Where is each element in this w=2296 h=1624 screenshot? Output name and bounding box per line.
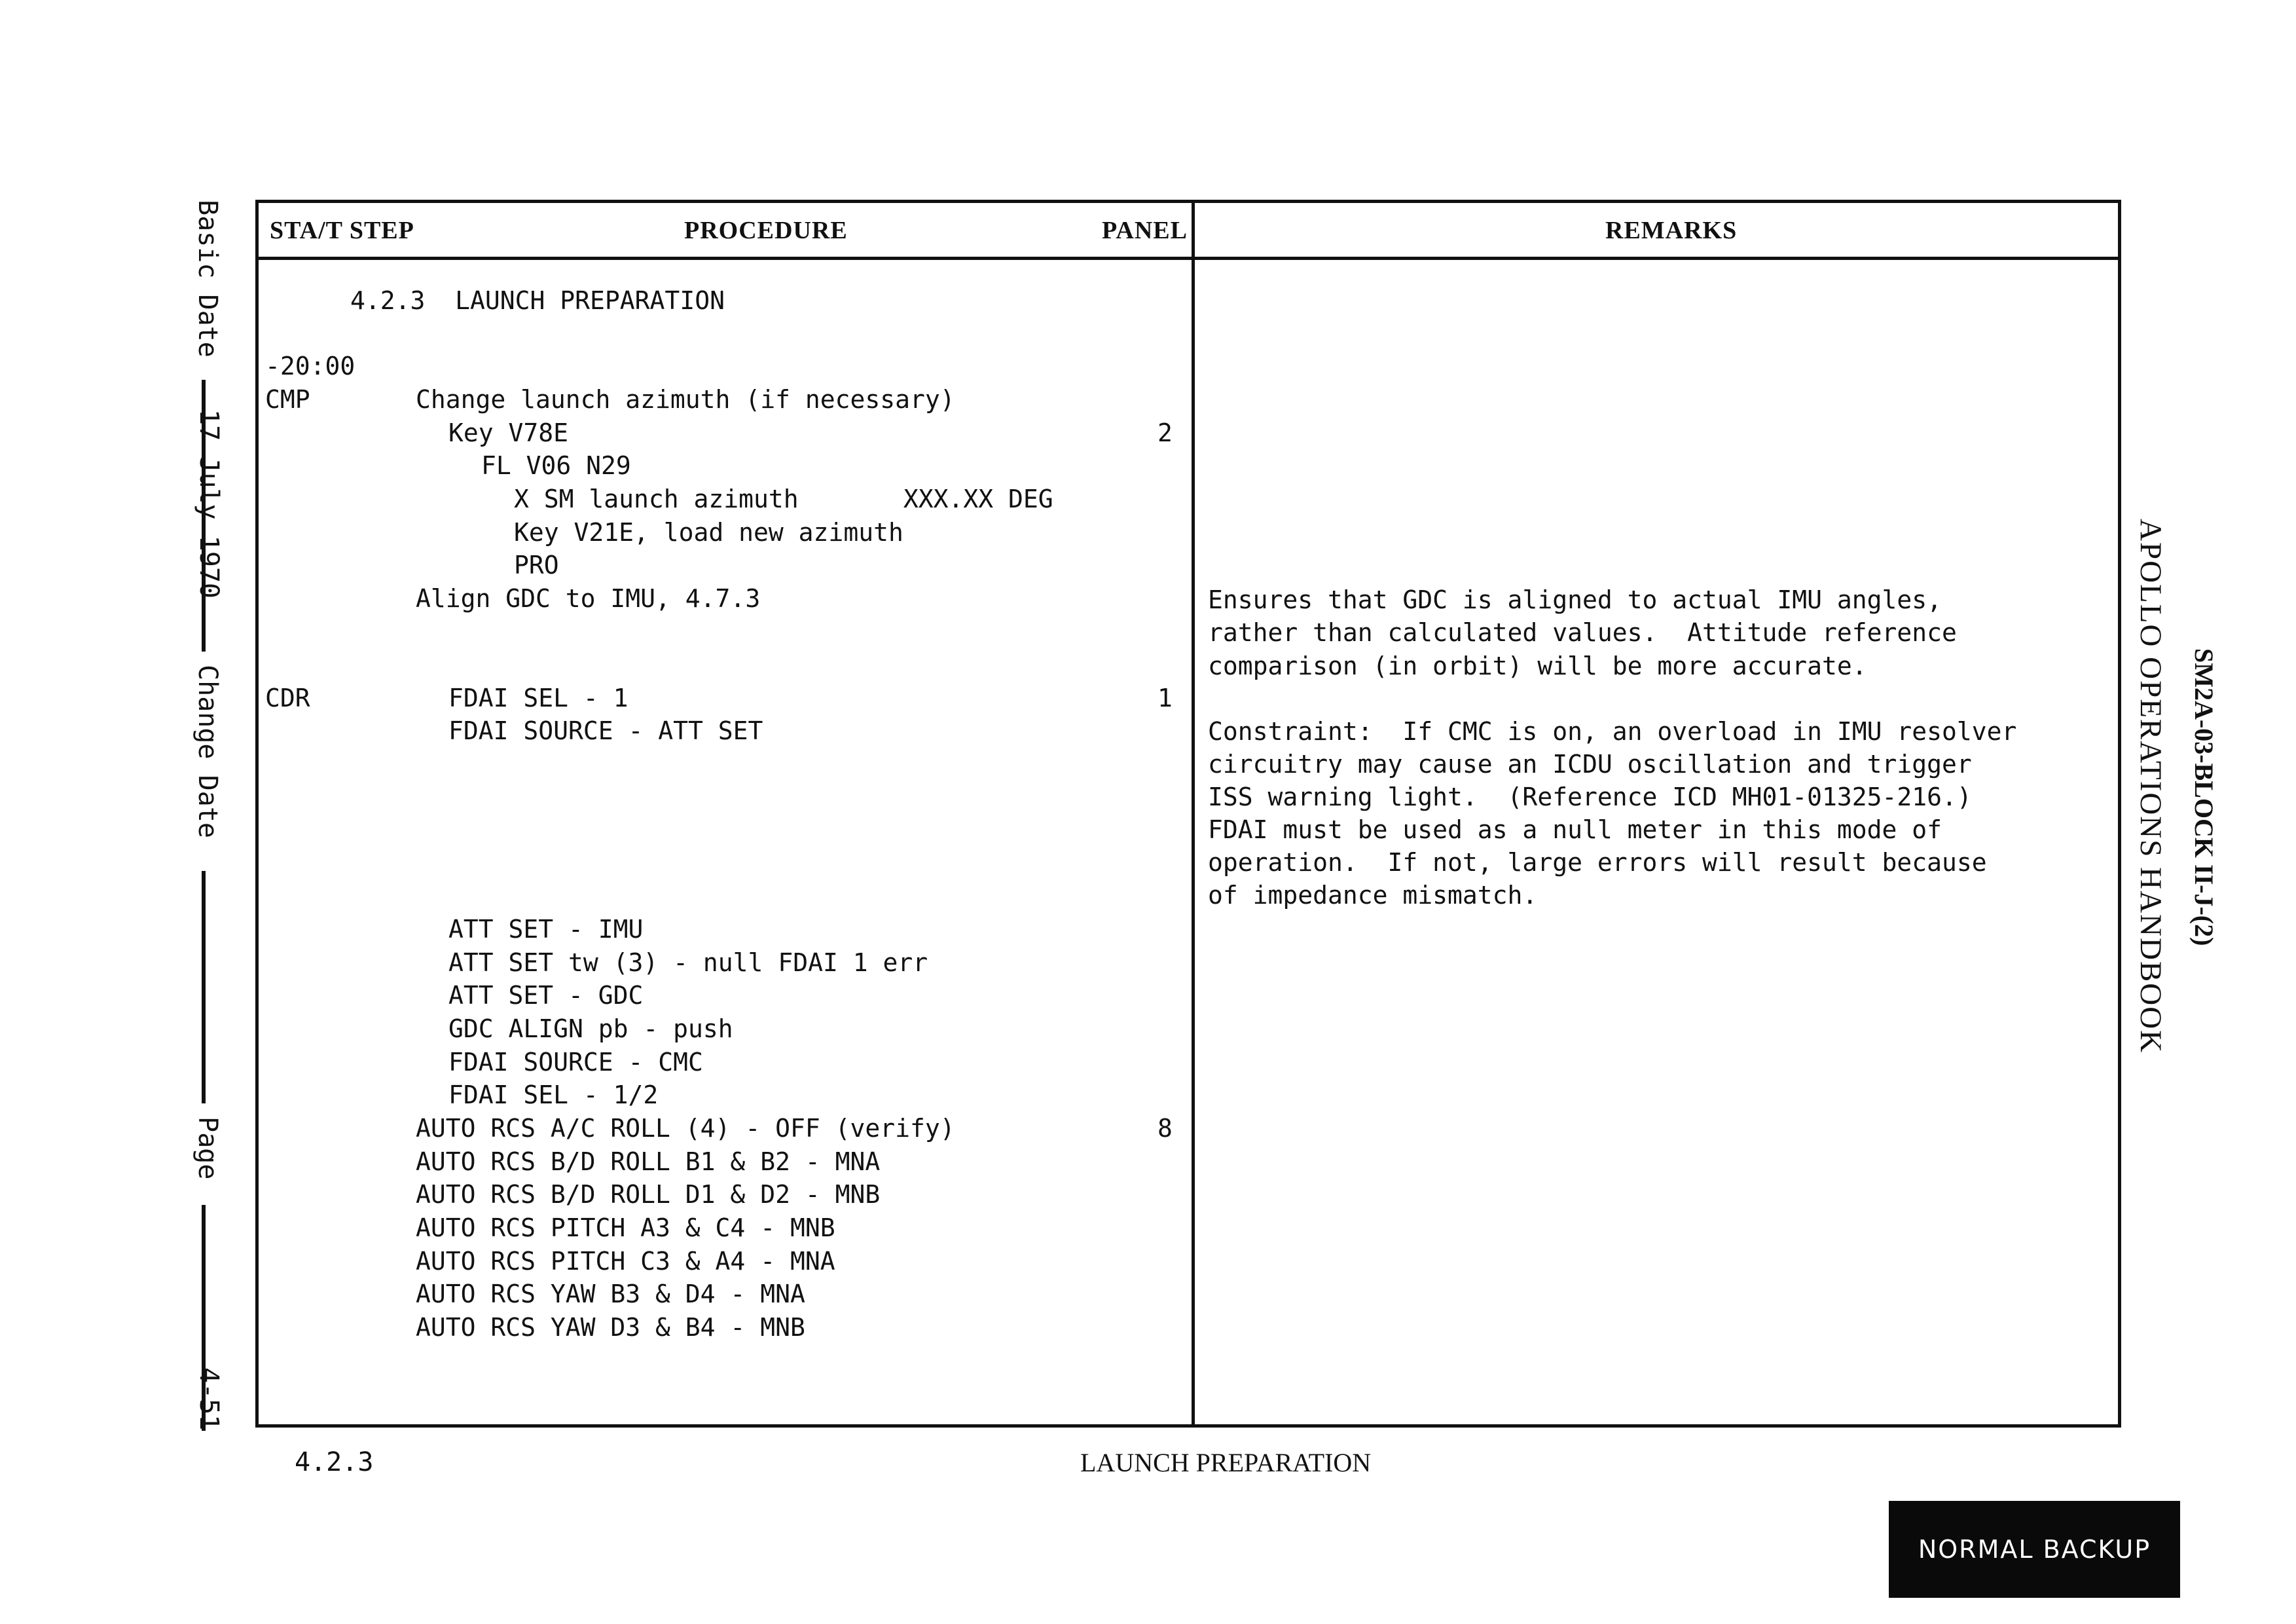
- procedure-step: FDAI SOURCE - CMC: [448, 1048, 703, 1077]
- remark-line: of impedance mismatch.: [1208, 881, 1538, 910]
- remark-line: circuitry may cause an ICDU oscillation and trigger: [1208, 750, 1972, 779]
- procedure-step: AUTO RCS YAW D3 & B4 - MNB: [416, 1313, 805, 1342]
- procedure-step: Key V21E, load new azimuth: [514, 518, 903, 547]
- header-procedure: PROCEDURE: [684, 217, 848, 244]
- sta-crew-cmp: CMP: [265, 385, 310, 414]
- procedure-step: PRO: [514, 551, 559, 580]
- remark-line: FDAI must be used as a null meter in this mode of: [1208, 815, 1942, 844]
- procedure-step: AUTO RCS B/D ROLL B1 & B2 - MNA: [416, 1147, 881, 1176]
- panel-number: 2: [1157, 418, 1173, 447]
- remark-line: Ensures that GDC is aligned to actual IMU angles,: [1208, 585, 1942, 614]
- procedure-step: AUTO RCS PITCH C3 & A4 - MNA: [416, 1247, 835, 1276]
- column-divider: [1192, 200, 1195, 1428]
- change-date-rule: [202, 871, 206, 1103]
- procedure-step: Key V78E: [448, 418, 569, 447]
- basic-date-value: 17 July 1970: [194, 409, 224, 599]
- procedure-table: [255, 200, 2121, 1428]
- document-id: SM2A-03-BLOCK II-J-(2): [2189, 648, 2219, 946]
- procedure-step: FL V06 N29: [481, 451, 631, 480]
- tag-label: NORMAL BACKUP: [1918, 1535, 2151, 1564]
- handbook-title: APOLLO OPERATIONS HANDBOOK: [2134, 519, 2168, 1054]
- procedure-step: AUTO RCS PITCH A3 & C4 - MNB: [416, 1213, 835, 1242]
- procedure-step: AUTO RCS YAW B3 & D4 - MNA: [416, 1280, 805, 1308]
- procedure-step: FDAI SEL - 1/2: [448, 1080, 659, 1109]
- header-sta-t-step: STA/T STEP: [270, 217, 414, 244]
- procedure-step: GDC ALIGN pb - push: [448, 1014, 733, 1043]
- sta-crew-cdr: CDR: [265, 684, 310, 712]
- procedure-step: FDAI SOURCE - ATT SET: [448, 716, 763, 745]
- procedure-step: ATT SET tw (3) - null FDAI 1 err: [448, 948, 928, 977]
- page-number: 4-51: [194, 1367, 224, 1431]
- remark-line: rather than calculated values. Attitude reference: [1208, 618, 1957, 647]
- procedure-step: FDAI SEL - 1: [448, 684, 629, 712]
- footer-section-number: 4.2.3: [295, 1447, 374, 1477]
- remark-line: comparison (in orbit) will be more accurate.: [1208, 652, 1867, 680]
- procedure-step: ATT SET - IMU: [448, 915, 644, 944]
- normal-backup-tag: [1889, 1501, 2180, 1598]
- procedure-step: Align GDC to IMU, 4.7.3: [416, 584, 761, 613]
- header-remarks: REMARKS: [1605, 217, 1738, 244]
- remark-line: Constraint: If CMC is on, an overload in IMU resolver: [1208, 717, 2017, 746]
- procedure-step: AUTO RCS B/D ROLL D1 & D2 - MNB: [416, 1180, 881, 1209]
- remark-line: operation. If not, large errors will result because: [1208, 848, 1987, 877]
- procedure-step: X SM launch azimuth XXX.XX DEG: [514, 485, 1053, 513]
- header-divider: [255, 257, 2121, 260]
- basic-date-label: Basic Date: [192, 200, 223, 358]
- procedure-step: ATT SET - GDC: [448, 981, 644, 1010]
- footer-section-title: LAUNCH PREPARATION: [1080, 1448, 1372, 1477]
- procedure-step: Change launch azimuth (if necessary): [416, 385, 955, 414]
- change-date-label: Change Date: [192, 665, 223, 838]
- section-heading: 4.2.3 LAUNCH PREPARATION: [350, 286, 725, 315]
- remark-line: ISS warning light. (Reference ICD MH01-01325-216.): [1208, 783, 1972, 811]
- panel-number: 8: [1157, 1114, 1173, 1143]
- page-label: Page: [192, 1116, 223, 1180]
- procedure-step: AUTO RCS A/C ROLL (4) - OFF (verify): [416, 1114, 955, 1143]
- sta-time: -20:00: [265, 352, 355, 380]
- panel-number: 1: [1157, 684, 1173, 712]
- header-panel: PANEL: [1102, 217, 1188, 244]
